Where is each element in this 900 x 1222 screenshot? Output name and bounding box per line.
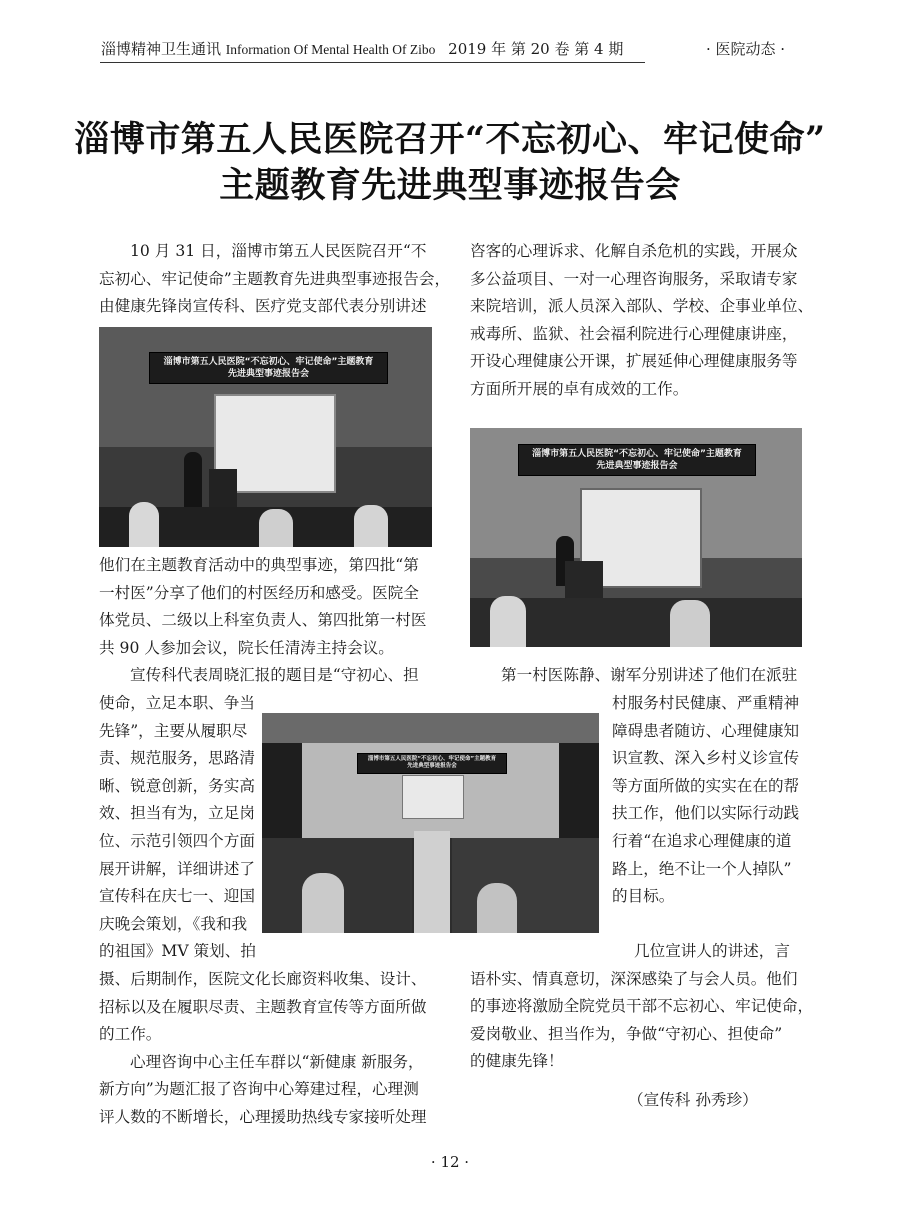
audience-person	[129, 502, 159, 547]
text-line: 障碍患者随访、心理健康知	[612, 721, 800, 740]
text-line: 宣传科在庆七一、迎国	[99, 887, 255, 906]
text-line: 由健康先锋岗宣传科、医疗党支部代表分别讲述	[99, 297, 427, 316]
text-line: 的工作。	[99, 1025, 162, 1044]
article-title-line2: 主题教育先进典型事迹报告会	[219, 165, 681, 206]
text-line: 忘初心、牢记使命”主题教育先进典型事迹报告会，	[99, 269, 451, 288]
banner-line: 淄博市第五人民医院“不忘初心、牢记使命”主题教育	[163, 357, 374, 367]
text-line: 行着“在追求心理健康的道	[612, 831, 792, 850]
text-line: 戒毒所、监狱、社会福利院进行心理健康讲座，	[470, 324, 798, 343]
text-line: 他们在主题教育活动中的典型事迹，第四批“第	[99, 556, 419, 574]
text-line: 庆晚会策划，《我和我	[99, 914, 248, 933]
text-line: 展开讲解，详细讲述了	[99, 859, 255, 878]
banner-line: 先进典型事迹报告会	[596, 461, 678, 472]
left-text-block-2	[99, 552, 431, 690]
text-line: 的祖国》MV 策划、拍	[99, 942, 256, 961]
text-line: 招标以及在履职尽责、主题教育宣传等方面所做	[99, 997, 427, 1016]
banner	[518, 444, 756, 476]
text-line: 的健康先锋！	[470, 1052, 564, 1071]
text-line: 体党员、二级以上科室负责人、第四批第一村医	[99, 611, 427, 630]
projection-screen	[402, 775, 464, 819]
text-line: 识宣教、深入乡村义诊宣传	[612, 749, 800, 768]
banner-line: 先进典型事迹报告会	[227, 369, 309, 380]
text-line: 多公益项目、一对一心理咨询服务，采取请专家	[470, 269, 798, 288]
text-line: 村服务村民健康、严重精神	[612, 694, 800, 712]
audience-person	[477, 883, 517, 933]
issue-info: 2019 年 第 20 卷 第 4 期	[448, 40, 624, 58]
text-line: 一村医”分享了他们的村医经历和感受。医院全	[99, 583, 419, 602]
text-line: 先锋”，主要从履职尽	[99, 721, 248, 740]
photo-speaker-female	[470, 428, 802, 647]
text-line: 新方向”为题汇报了咨询中心筹建过程，心理测	[99, 1080, 419, 1099]
page-number: · 12 ·	[430, 1153, 470, 1171]
right-text-block-3	[612, 690, 802, 911]
banner	[357, 753, 507, 774]
text-line: 语朴实、情真意切，深深感染了与会人员。他们	[470, 969, 798, 988]
banner	[149, 352, 388, 384]
text-line: 使命，立足本职、争当	[99, 694, 255, 712]
audience-person	[259, 509, 293, 547]
audience-person	[490, 596, 526, 647]
left-text-block-3	[99, 690, 259, 966]
text-line: 咨客的心理诉求、化解自杀危机的实践，开展众	[470, 242, 798, 260]
article-title-line1: 淄博市第五人民医院召开“不忘初心、牢记使命”	[74, 119, 826, 160]
text-line: 扶工作，他们以实际行动践	[612, 804, 800, 823]
text-line: 等方面所做的实实在在的帮	[612, 776, 800, 795]
left-text-block-1	[99, 238, 451, 321]
audience-right	[452, 838, 599, 933]
text-line: 共 90 人参加会议，院长任清涛主持会议。	[99, 638, 394, 657]
journal-name-en: Information Of Mental Health Of Zibo	[225, 42, 436, 57]
right-text-block-1	[470, 238, 814, 404]
audience-person	[670, 600, 710, 647]
right-text-block-4	[470, 938, 814, 1076]
text-line: 来院培训，派人员深入部队、学校、企事业单位、	[470, 297, 814, 316]
right-text-block-2	[470, 662, 801, 690]
photo-meeting-room	[262, 713, 599, 933]
text-line: 10 月 31 日，淄博市第五人民医院召开“不	[130, 242, 427, 260]
banner-line: 先进典型事迹报告会	[407, 763, 457, 770]
audience-person	[354, 505, 388, 547]
text-line: 效、担当有为，立足岗	[99, 804, 255, 823]
text-line: 位、示范引领四个方面	[99, 831, 255, 850]
journal-header	[101, 38, 623, 59]
text-line: 方面所开展的卓有成效的工作。	[470, 379, 689, 398]
text-line: 摄、后期制作，医院文化长廊资料收集、设计、	[99, 970, 427, 988]
left-text-block-4	[99, 966, 431, 1132]
podium	[565, 561, 603, 601]
header-rule	[100, 62, 645, 63]
text-line: 路上，绝不让一个人掉队”	[612, 859, 792, 878]
text-line: 爱岗敬业、担当作为，争做“守初心、担使命”	[470, 1024, 783, 1043]
banner-line: 淄博市第五人民医院“不忘初心、牢记使命”主题教育	[367, 756, 497, 762]
text-line: 的目标。	[612, 887, 675, 906]
photo-speaker-male	[99, 327, 432, 547]
text-line: 责、规范服务，思路清	[99, 749, 255, 768]
audience-person	[302, 873, 344, 933]
journal-name-cn: 淄博精神卫生通讯	[101, 40, 222, 58]
text-line: 宣传科代表周晓汇报的题目是“守初心、担	[130, 666, 419, 685]
text-line: 几位宣讲人的讲述，言	[634, 942, 790, 960]
text-line: 评人数的不断增长，心理援助热线专家接听处理	[99, 1107, 427, 1126]
photo-ceiling	[262, 713, 599, 743]
text-line: 的事迹将激励全院党员干部不忘初心、牢记使命，	[470, 997, 814, 1016]
conference-table	[414, 831, 450, 933]
section-label: · 医院动态 ·	[706, 40, 786, 58]
banner-line: 淄博市第五人民医院“不忘初心、牢记使命”主题教育	[532, 449, 742, 459]
text-line: 开设心理健康公开课，扩展延伸心理健康服务等	[470, 352, 798, 371]
author-signature: （宣传科 孙秀珍）	[628, 1091, 758, 1109]
text-line: 晰、锐意创新，务实高	[99, 776, 255, 795]
text-line: 心理咨询中心主任车群以“新健康 新服务，	[130, 1052, 424, 1071]
text-line: 第一村医陈静、谢军分别讲述了他们在派驻	[501, 666, 798, 684]
